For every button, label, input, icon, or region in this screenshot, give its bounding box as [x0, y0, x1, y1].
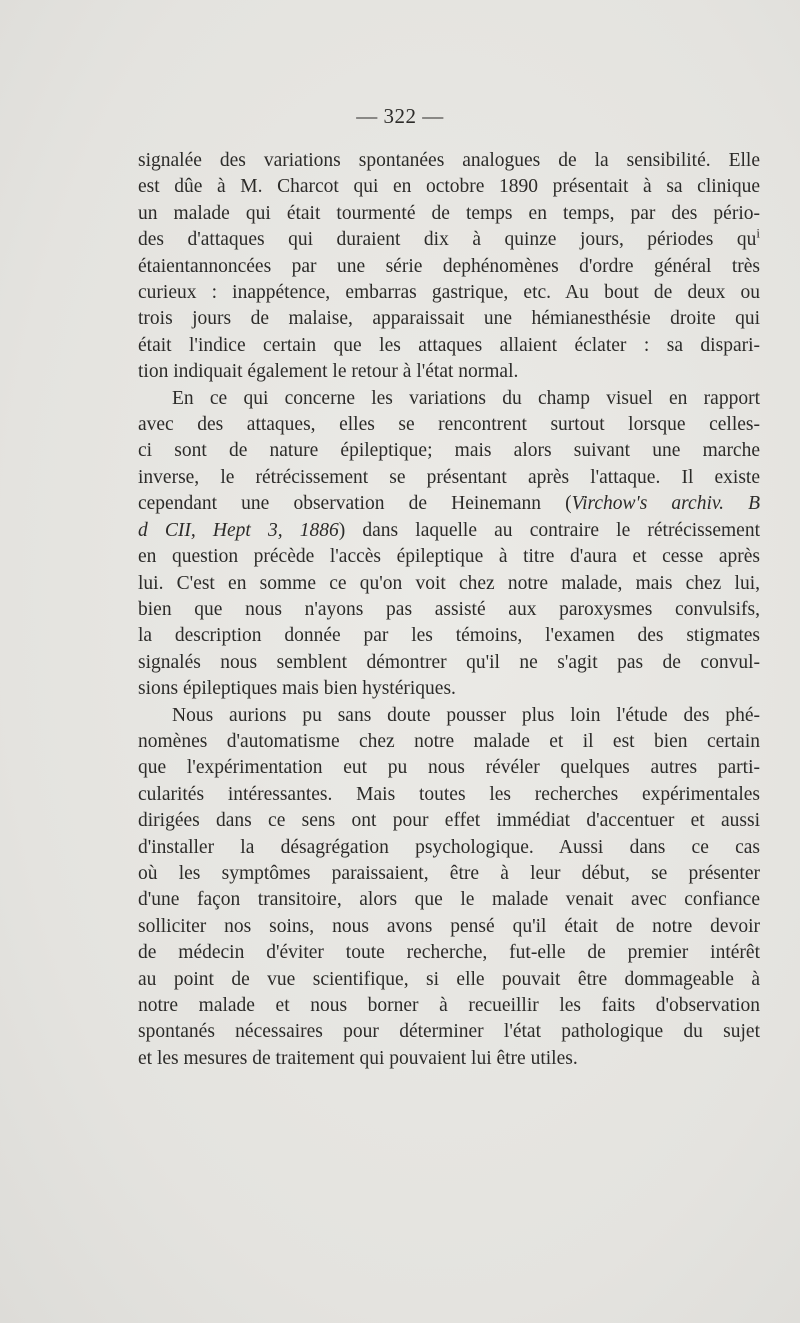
- text-line: lui. C'est en somme ce qu'on voit chez notre malade, mais chez lui,: [138, 572, 760, 594]
- text-line: signalée des variations spontanées analogues de la sensibilité. Elle: [138, 150, 760, 171]
- text-line-part: ) dans laquelle au contraire le rétrécissement: [338, 519, 760, 541]
- text-line: un malade qui était tourmenté de temps en temps, par des pério-: [138, 202, 760, 224]
- body-text: [138, 148, 760, 1072]
- text-line: bien que nous n'ayons pas assisté aux paroxysmes convulsifs,: [138, 598, 760, 620]
- text-line: est dûe à M. Charcot qui en octobre 1890 présentait à sa clinique: [138, 176, 760, 198]
- text-line: [138, 227, 760, 253]
- text-line: où les symptômes paraissaient, être à leur début, se présenter: [138, 862, 760, 884]
- text-line: ci sont de nature épileptique; mais alors suivant une marche: [138, 440, 760, 462]
- text-line: en question précède l'accès épileptique à titre d'aura et cesse après: [138, 546, 760, 568]
- text-line: spontanés nécessaires pour déterminer l'état pathologique du sujet: [138, 1021, 760, 1043]
- paragraph-1: [138, 148, 760, 386]
- text-line: d'une façon transitoire, alors que le malade venait avec confiance: [138, 889, 760, 911]
- text-line: sions épileptiques mais bien hystériques.: [138, 678, 456, 700]
- text-line: d'installer la désagrégation psychologique. Aussi dans ce cas: [138, 836, 760, 858]
- text-line-part: des d'attaques qui duraient dix à quinze jours, périodes qu: [138, 229, 757, 251]
- text-line: tion indiquait également le retour à l'état normal.: [138, 361, 519, 383]
- text-line: au point de vue scientifique, si elle pouvait être dommageable à: [138, 968, 760, 990]
- citation-italic: d CII, Hept 3, 1886: [138, 519, 339, 541]
- text-line: inverse, le rétrécissement se présentant après l'attaque. Il existe: [138, 466, 760, 488]
- text-line: Nous aurions pu sans doute pousser plus loin l'étude des phé-: [172, 704, 760, 726]
- citation-italic: Virchow's archiv. B: [571, 493, 760, 515]
- text-line: et les mesures de traitement qui pouvaient lui être utiles.: [138, 1047, 578, 1069]
- text-line: solliciter nos soins, nous avons pensé qu'il était de notre devoir: [138, 915, 760, 937]
- text-line: [138, 491, 760, 517]
- paragraph-2: [138, 386, 760, 703]
- text-line: étaientannoncées par une série dephénomènes d'ordre général très: [138, 255, 760, 277]
- text-line: nomènes d'automatisme chez notre malade et il est bien certain: [138, 730, 760, 752]
- text-line: En ce qui concerne les variations du champ visuel en rapport: [172, 387, 760, 409]
- text-line: était l'indice certain que les attaques allaient éclater : sa dispari-: [138, 334, 760, 356]
- text-line: [138, 518, 760, 544]
- text-line: notre malade et nous borner à recueillir les faits d'observation: [138, 995, 760, 1016]
- paragraph-3: [138, 703, 760, 1073]
- text-line: dirigées dans ce sens ont pour effet immédiat d'accentuer et aussi: [138, 810, 760, 832]
- text-line: avec des attaques, elles se rencontrent surtout lorsque celles-: [138, 414, 760, 436]
- text-line: signalés nous semblent démontrer qu'il ne s'agit pas de convul-: [138, 651, 760, 673]
- text-line: que l'expérimentation eut pu nous révéler quelques autres parti-: [138, 757, 760, 779]
- text-line-part: cependant une observation de Heinemann (: [138, 493, 572, 515]
- text-line: la description donnée par les témoins, l'examen des stigmates: [138, 625, 760, 647]
- text-line: de médecin d'éviter toute recherche, fut-elle de premier intérêt: [138, 942, 760, 964]
- text-line: cularités intéressantes. Mais toutes les recherches expérimentales: [138, 783, 760, 805]
- superscript: i: [756, 225, 760, 241]
- text-line: trois jours de malaise, apparaissait une hémianesthésie droite qui: [138, 308, 760, 330]
- text-line: curieux : inappétence, embarras gastrique, etc. Au bout de deux ou: [138, 282, 760, 304]
- page-number: — 322 —: [356, 104, 444, 128]
